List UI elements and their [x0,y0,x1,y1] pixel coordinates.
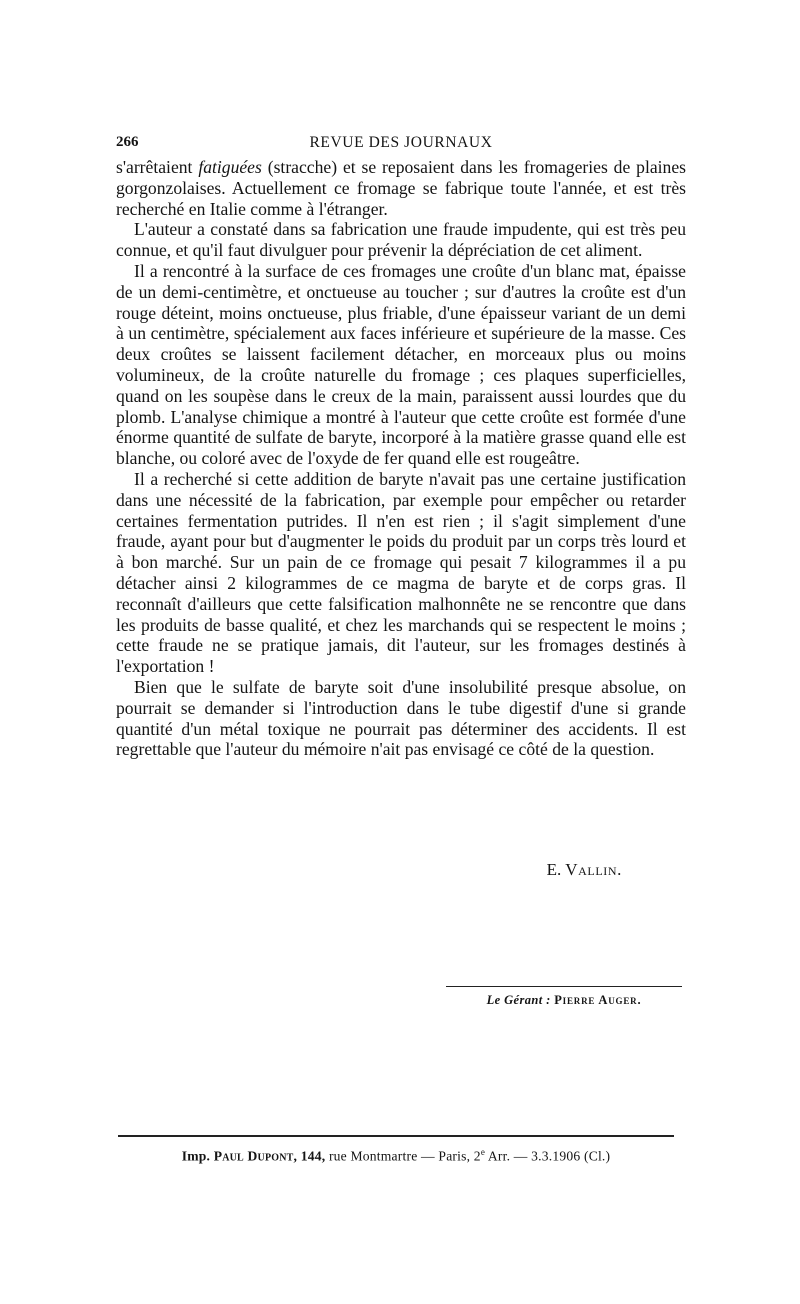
italic-term: fatiguées [198,157,262,177]
journal-title: REVUE DES JOURNAUX [309,134,493,151]
page-number: 266 [116,134,139,150]
paragraph-5: Bien que le sulfate de baryte soit d'une insolubilité presque absolue, on pourrait se demander si l'introduction dans le tube digestif d'une si grande quantité d'un métal toxique ne pourrait pas déterminer des accidents. Il est regrettable que l'auteur du mémoire n'ait pas envisagé ce côté de la question. [116,676,686,760]
gerant-rule [446,986,682,987]
gerant-label: Le Gérant : [486,993,551,1007]
paragraph-4: Il a recherché si cette addition de baryte n'avait pas une certaine justification dans une nécessité de la fabrication, par exemple pour empêcher ou retarder certaines fermentation putrides. Il n'en est rien ; il s'agit simplement d'une fraude, ayant pour but d'augmenter le poids du produit par un corps très lourd et à bon marché. Sur un pain de ce fromage qui pesait 7 kilogrammes il a pu détacher ainsi 2 kilogrammes de ce magma de baryte et de corps gras. Il reconnaît d'ailleurs que cette falsification malhonnête ne se rencontre que dans les produits de basse qualité, et chez les marchands qui se respectent le moins ; cette fraude ne se pratique jamais, dit l'auteur, sur les fromages destinés à l'exportation ! [116,468,686,677]
paragraph-2: L'auteur a constaté dans sa fabrication une fraude impudente, qui est très peu connue, et qu'il faut divulguer pour prévenir la dépréciation de cet aliment. [116,219,686,261]
imprint-number: 144, [300,1148,326,1164]
gerant-name: Pierre Auger. [554,993,642,1007]
imprint-arr: Arr. — 3.3.1906 (Cl.) [487,1148,611,1164]
imprint-printer: Paul Dupont, [213,1148,298,1164]
imprint-prefix: Imp. [181,1148,211,1164]
author-signature [0,860,622,880]
gerant-line [446,993,682,1008]
signature-name: Vallin. [565,860,622,879]
imprint-arr-sup: e [480,1147,486,1157]
article-body [116,157,686,760]
imprint-line [118,1147,674,1165]
paragraph-3: Il a rencontré à la surface de ces fromages une croûte d'un blanc mat, épaisse de un demi-centimètre, et onctueuse au toucher ; sur d'autres la croûte est d'un rouge déteint, moins onctueuse, plus friable, d'une épaisseur variant de un demi à un centimètre, spécialement aux faces inférieure et supérieure de la masse. Ces deux croûtes se laissent facilement détacher, en morceaux plus ou moins volumineux, de la croûte naturelle du fromage ; ces plaques superficielles, quand on les soupèse dans le creux de la main, paraissent aussi lourdes que du plomb. L'analyse chimique a montré à l'auteur que cette croûte est formée d'une énorme quantité de sulfate de baryte, incorporé à la matière grasse quand elle est blanche, ou coloré avec de l'oxyde de fer quand elle est rougeâtre. [116,260,686,469]
running-head [116,134,686,156]
imprint-address: rue Montmartre — Paris, 2 [328,1148,481,1164]
signature-initial: E. [546,860,562,879]
paragraph-1: s'arrêtaient fatiguées (stracche) et se reposaient dans les fromageries de plaines gorgonzolaises. Actuellement ce fromage se fabrique toute l'année, et est très recherché en Italie comme à l'étranger. [116,157,686,219]
imprint-rule [118,1135,674,1137]
